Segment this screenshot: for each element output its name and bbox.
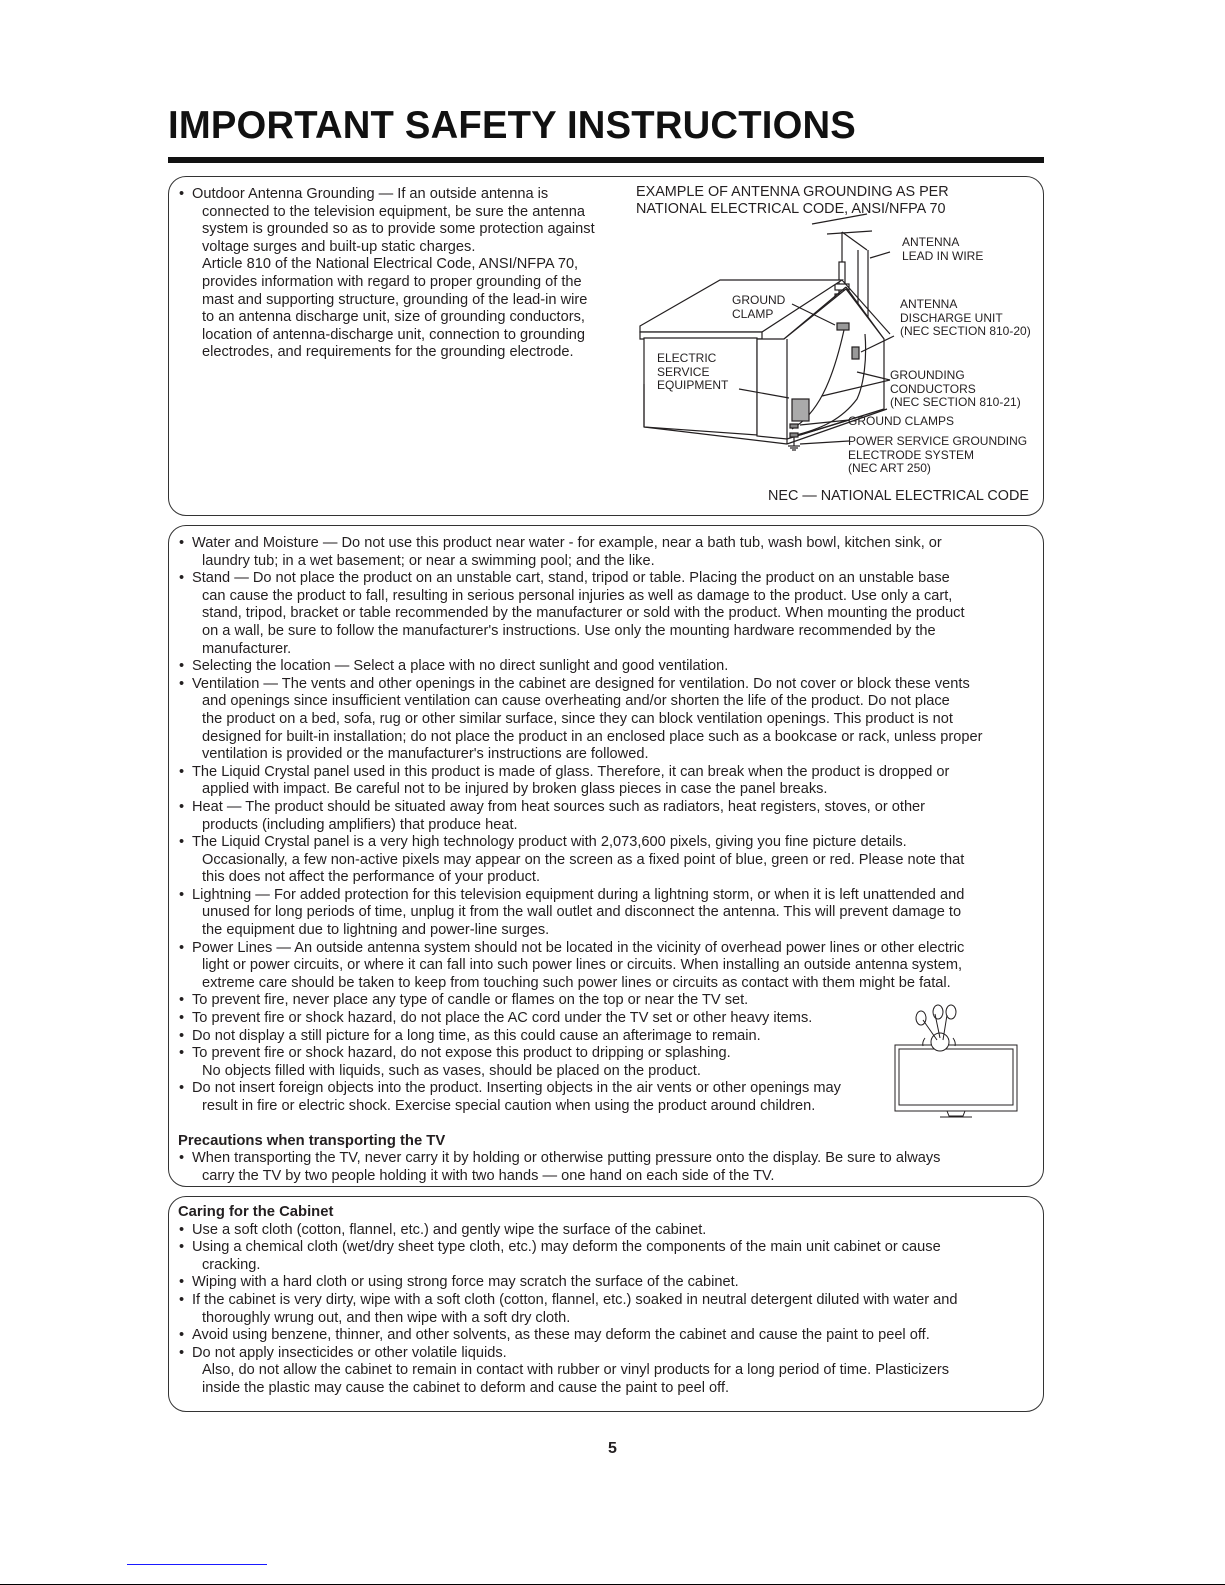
- list-item: [178, 676, 1038, 764]
- page-title: IMPORTANT SAFETY INSTRUCTIONS: [168, 104, 856, 147]
- bullet-line: mast and supporting structure, grounding of the lead-in wire: [202, 291, 588, 308]
- list-item-text: If the cabinet is very dirty, wipe with a soft cloth (cotton, flannel, etc.) soaked in neutral detergent diluted with water and: [192, 1291, 958, 1308]
- list-item: [178, 186, 628, 362]
- label-electric-service-equipment: ELECTRIC SERVICE EQUIPMENT: [657, 351, 729, 393]
- list-item-continuation: unused for long periods of time, unplug it from the wall outlet and disconnect the antenna. This will prevent damage to: [202, 904, 962, 921]
- list-item-continuation: the product on a bed, sofa, rug or other similar surface, since they can block ventilation openings. This product is not: [202, 710, 953, 727]
- page-number: 5: [608, 1440, 617, 1457]
- list-item-text: To prevent fire or shock hazard, do not expose this product to dripping or splashing.: [192, 1045, 731, 1062]
- list-item-continuation: result in fire or electric shock. Exercise special caution when using the product around children.: [202, 1098, 816, 1114]
- footer-link[interactable]: [127, 1563, 267, 1565]
- list-item-continuation: thoroughly wrung out, and then wipe with a soft dry cloth.: [202, 1309, 571, 1326]
- list-item: [178, 764, 1038, 799]
- label-ground-clamps: GROUND CLAMPS: [848, 414, 955, 428]
- list-item-continuation: on a wall, be sure to follow the manufacturer's instructions. Use only the mounting hardware recommended by the: [202, 622, 936, 639]
- list-item-text: The Liquid Crystal panel is a very high technology product with 2,073,600 pixels, giving you fine picture details.: [192, 834, 907, 851]
- list-item: [178, 1274, 1038, 1292]
- list-item-continuation: the equipment due to lightning and power-line surges.: [202, 922, 550, 939]
- list-item-continuation: Also, do not allow the cabinet to remain in contact with rubber or vinyl products for a long period of time. Plasticizers: [202, 1362, 950, 1379]
- list-item-continuation: and openings since insufficient ventilation can cause overheating and/or shorten the life of the product. Do not place: [202, 693, 950, 710]
- list-item-continuation: inside the plastic may cause the cabinet to deform and cause the paint to peel off.: [202, 1379, 730, 1396]
- list-item-continuation: ventilation is provided or the manufacturer's instructions are followed.: [202, 746, 649, 763]
- list-item-text: Do not insert foreign objects into the product. Inserting objects in the air vents or other openings may: [192, 1080, 841, 1097]
- title-rule: [168, 157, 1044, 163]
- list-item-continuation: applied with impact. Be careful not to be injured by broken glass pieces in case the panel breaks.: [202, 781, 828, 798]
- list-item-text: Water and Moisture — Do not use this product near water - for example, near a bath tub, wash bowl, kitchen sink, or: [192, 535, 942, 551]
- label-power-service-grounding: POWER SERVICE GROUNDING ELECTRODE SYSTEM (NEC ART 250): [848, 434, 1028, 476]
- list-item: [178, 570, 1038, 658]
- bullet-line: system is grounded so as to provide some protection against: [202, 221, 595, 238]
- list-item-continuation: extreme care should be taken to keep from touching such power lines or circuits as contact with them might be fatal.: [202, 974, 951, 991]
- list-item-continuation: this does not affect the performance of your product.: [202, 869, 541, 886]
- list-item-continuation: light or power circuits, or where it can fall into such power lines or circuits. When installing an outside antenna system,: [202, 957, 963, 974]
- list-item-continuation: products (including amplifiers) that produce heat.: [202, 816, 518, 833]
- list-item: [178, 887, 1038, 940]
- list-item-text: Stand — Do not place the product on an unstable cart, stand, tripod or table. Placing the product on an unstable base: [192, 570, 950, 587]
- list-item-continuation: Occasionally, a few non-active pixels may appear on the screen as a fixed point of blue, green or red. Please note that: [202, 851, 965, 868]
- list-item-text: Lightning — For added protection for this television equipment during a lightning storm, or when it is left unattended and: [192, 886, 965, 903]
- list-item-continuation: designed for built-in installation; do not place the product in an enclosed place such as a bookcase or rack, unless proper: [202, 728, 983, 745]
- list-item: [178, 1345, 1038, 1398]
- label-grounding-conductors: GROUNDING CONDUCTORS (NEC SECTION 810-21): [890, 368, 1021, 410]
- nec-footnote: NEC — NATIONAL ELECTRICAL CODE: [768, 488, 1029, 504]
- diagram-caption-line1: EXAMPLE OF ANTENNA GROUNDING AS PER: [636, 184, 949, 200]
- list-item-continuation: can cause the product to fall, resulting in serious personal injuries as well as damage to the product. Use only a cart,: [202, 587, 953, 604]
- list-item-text: To prevent fire or shock hazard, do not place the AC cord under the TV set or other heavy items.: [192, 1010, 813, 1027]
- list-item-text: The Liquid Crystal panel used in this product is made of glass. Therefore, it can break when the product is dropped or: [192, 763, 950, 780]
- list-item-text: Do not display a still picture for a long time, as this could cause an afterimage to remain.: [192, 1027, 761, 1044]
- list-item-text: When transporting the TV, never carry it by holding or otherwise putting pressure onto the display. Be sure to always: [192, 1150, 941, 1167]
- list-item-text: Using a chemical cloth (wet/dry sheet type cloth, etc.) may deform the components of the main unit cabinet or cause: [192, 1239, 941, 1256]
- list-item-text: Heat — The product should be situated away from heat sources such as radiators, heat registers, stoves, or other: [192, 798, 926, 815]
- list-item-continuation: cracking.: [202, 1256, 261, 1273]
- list-item: [178, 1222, 1038, 1240]
- cabinet-care-section: [178, 1204, 1038, 1398]
- bullet-line: location of antenna-discharge unit, connection to grounding: [202, 326, 585, 343]
- label-antenna-discharge-unit: ANTENNA DISCHARGE UNIT (NEC SECTION 810-20): [900, 297, 1031, 339]
- bullet-line: provides information with regard to proper grounding of the: [202, 273, 582, 290]
- list-item: [178, 799, 1038, 834]
- antenna-grounding-diagram: [632, 184, 1042, 510]
- list-item-continuation: laundry tub; in a wet basement; or near a swimming pool; and the like.: [202, 552, 655, 569]
- tv-vase-warning-illustration: [885, 1000, 1040, 1120]
- antenna-grounding-text: [178, 186, 628, 362]
- list-item-text: Selecting the location — Select a place with no direct sunlight and good ventilation.: [192, 658, 729, 675]
- bullet-line: Article 810 of the National Electrical Code, ANSI/NFPA 70,: [202, 256, 579, 273]
- list-item-text: Do not apply insecticides or other volatile liquids.: [192, 1344, 507, 1361]
- list-item-continuation: manufacturer.: [202, 640, 292, 657]
- list-item: [178, 658, 1038, 676]
- diagram-caption-line2: NATIONAL ELECTRICAL CODE, ANSI/NFPA 70: [636, 201, 946, 217]
- cabinet-care-heading: Caring for the Cabinet: [178, 1204, 334, 1220]
- list-item-text: Avoid using benzene, thinner, and other solvents, as these may deform the cabinet and cause the paint to peel off.: [192, 1327, 930, 1344]
- bullet-line: to an antenna discharge unit, size of grounding conductors,: [202, 309, 585, 326]
- list-item-text: To prevent fire, never place any type of candle or flames on the top or near the TV set.: [192, 992, 749, 1009]
- list-item: [178, 1327, 1038, 1345]
- list-item: [178, 940, 1038, 993]
- label-ground-clamp: GROUND CLAMP: [732, 293, 786, 321]
- list-item: [178, 834, 1038, 887]
- list-item-continuation: carry the TV by two people holding it with two hands — one hand on each side of the TV.: [202, 1167, 775, 1184]
- list-item-text: Use a soft cloth (cotton, flannel, etc.) and gently wipe the surface of the cabinet.: [192, 1221, 707, 1238]
- bullet-line: voltage surges and built-up static charges.: [202, 238, 476, 255]
- transport-heading: Precautions when transporting the TV: [178, 1132, 446, 1149]
- bullet-line: electrodes, and requirements for the grounding electrode.: [202, 344, 574, 361]
- bullet-line: connected to the television equipment, be sure the antenna: [202, 203, 585, 220]
- list-item-text: Wiping with a hard cloth or using strong force may scratch the surface of the cabinet.: [192, 1274, 739, 1291]
- list-item-text: Ventilation — The vents and other openings in the cabinet are designed for ventilation. Do not cover or block these vents: [192, 675, 970, 692]
- list-item-text: Power Lines — An outside antenna system should not be located in the vicinity of overhead power lines or other electric: [192, 939, 965, 956]
- list-item-continuation: No objects filled with liquids, such as vases, should be placed on the product.: [202, 1062, 701, 1079]
- list-item: [178, 1239, 1038, 1274]
- list-item: [178, 1292, 1038, 1327]
- list-item: [178, 535, 1038, 570]
- list-item: [178, 1150, 1038, 1185]
- list-item-continuation: stand, tripod, bracket or table recommended by the manufacturer or sold with the product. When mounting the product: [202, 605, 965, 622]
- label-antenna-lead-in-wire: ANTENNA LEAD IN WIRE: [902, 235, 984, 263]
- bullet-lead: Outdoor Antenna Grounding — If an outside antenna is: [192, 186, 549, 202]
